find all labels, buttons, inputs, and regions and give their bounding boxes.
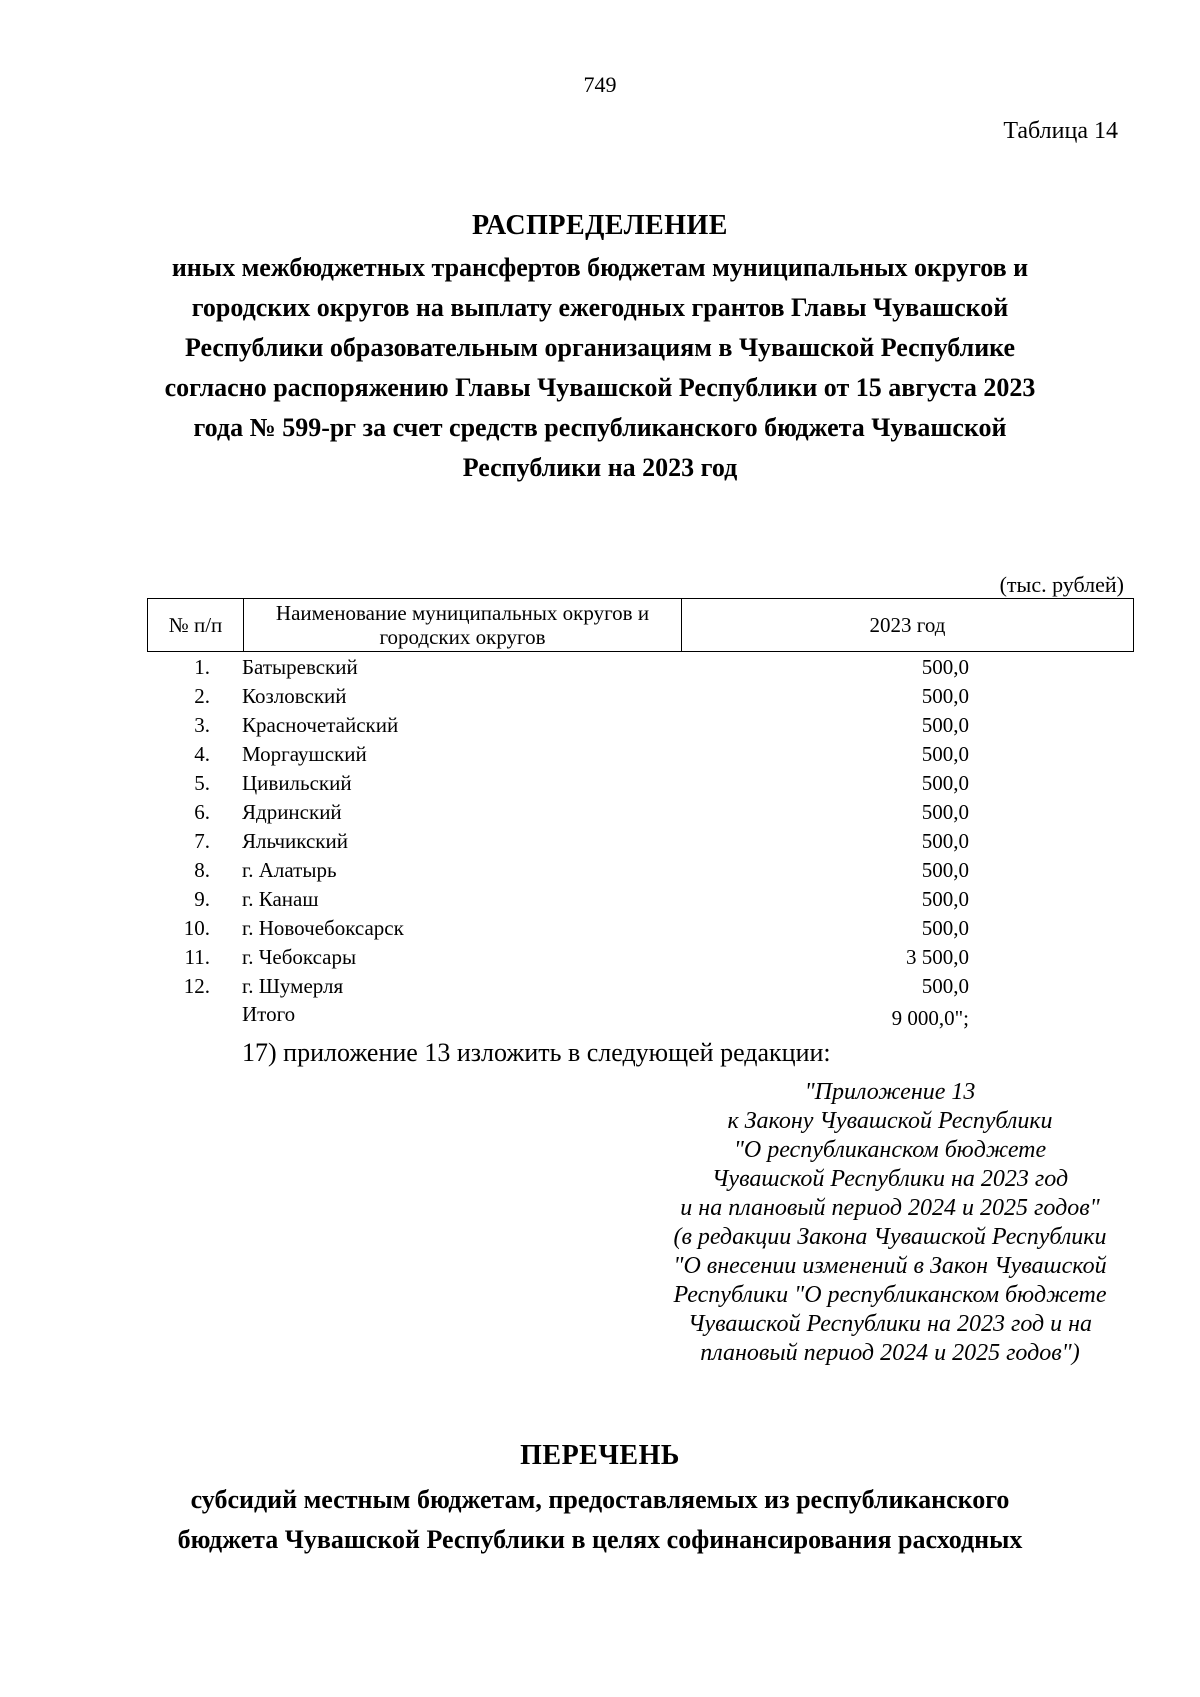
row-name: г. Новочебоксарск [242,916,404,940]
row-value: 500,0 [921,916,969,940]
row-number: 2. [194,684,210,708]
table-header [147,598,1134,652]
list-subheading: субсидий местным бюджетам, предоставляемых из республиканского бюджета Чувашской Республики в целях софинансирования расходных [177,1485,1023,1554]
row-number: 7. [194,829,210,853]
row-name: Цивильский [242,771,352,795]
row-value: 500,0 [921,800,969,824]
row-number: 9. [194,887,210,911]
table-row [0,713,1200,742]
table-row [0,829,1200,858]
row-name: Козловский [242,684,347,708]
row-value: 500,0 [921,655,969,679]
distribution-heading: РАСПРЕДЕЛЕНИЕ [472,210,728,241]
table-label: Таблица 14 [1003,118,1118,144]
row-name: Моргаушский [242,742,367,766]
row-value: 500,0 [921,974,969,998]
row-name: г. Алатырь [242,858,337,882]
row-name: Яльчикский [242,829,348,853]
row-number: 3. [194,713,210,737]
row-number: 8. [194,858,210,882]
list-heading: ПЕРЕЧЕНЬ [520,1440,680,1471]
table-row [0,916,1200,945]
row-name: г. Шумерля [242,974,344,998]
row-value: 3 500,0 [906,945,969,969]
header-name: Наименование муниципальных округов и городских округов [244,599,682,652]
table-row [0,945,1200,974]
row-name: Ядринский [242,800,342,824]
page-number: 749 [583,72,617,97]
row-value: 500,0 [921,742,969,766]
row-name: Красночетайский [242,713,399,737]
row-number: 1. [194,655,210,679]
table-row [0,858,1200,887]
table-row [0,655,1200,684]
row-name: Батыревский [242,655,358,679]
header-year: 2023 год [682,599,1134,652]
row-name: г. Чебоксары [242,945,357,969]
row-value: 500,0 [921,771,969,795]
table-row [0,684,1200,713]
table-row [0,742,1200,771]
total-label: Итого [242,1002,296,1026]
units-label: (тыс. рублей) [999,572,1124,597]
row-number: 4. [194,742,210,766]
row-number: 5. [194,771,210,795]
row-value: 500,0 [921,858,969,882]
row-number: 12. [183,974,210,998]
table-row [0,800,1200,829]
table-row [0,771,1200,800]
row-name: г. Канаш [242,887,319,911]
table-row [0,974,1200,1003]
table-row [0,887,1200,916]
row-number: 10. [183,916,210,940]
row-value: 500,0 [921,887,969,911]
total-value: 9 000,0"; [891,1006,969,1030]
amendment-text: 17) приложение 13 изложить в следующей редакции: [242,1038,831,1067]
row-value: 500,0 [921,713,969,737]
distribution-subheading: иных межбюджетных трансфертов бюджетам муниципальных округов и городских округов на выплату ежегодных грантов Главы Чувашской Республики образовательным организациям в Чувашской Республике согласно распоряжению Главы Чувашской Республики от 15 августа 2023 года № 599-рг за счет средств республиканского бюджета Чувашской Республики на 2023 год [164,253,1036,482]
row-value: 500,0 [921,829,969,853]
row-number: 6. [194,800,210,824]
row-value: 500,0 [921,684,969,708]
header-num: № п/п [148,599,244,652]
appendix-note: "Приложение 13 к Закону Чувашской Республики "О республиканском бюджете Чувашской Республики на 2023 год и на плановый период 2024 и 2025 годов" (в редакции Закона Чувашской Республики "О внесении изменений в Закон Чувашской Республики "О республиканском бюджете Чувашской Республики на 2023 год и на плановый период 2024 и 2025 годов") [673,1079,1107,1366]
row-number: 11. [184,945,210,969]
total-row [0,1002,1200,1031]
